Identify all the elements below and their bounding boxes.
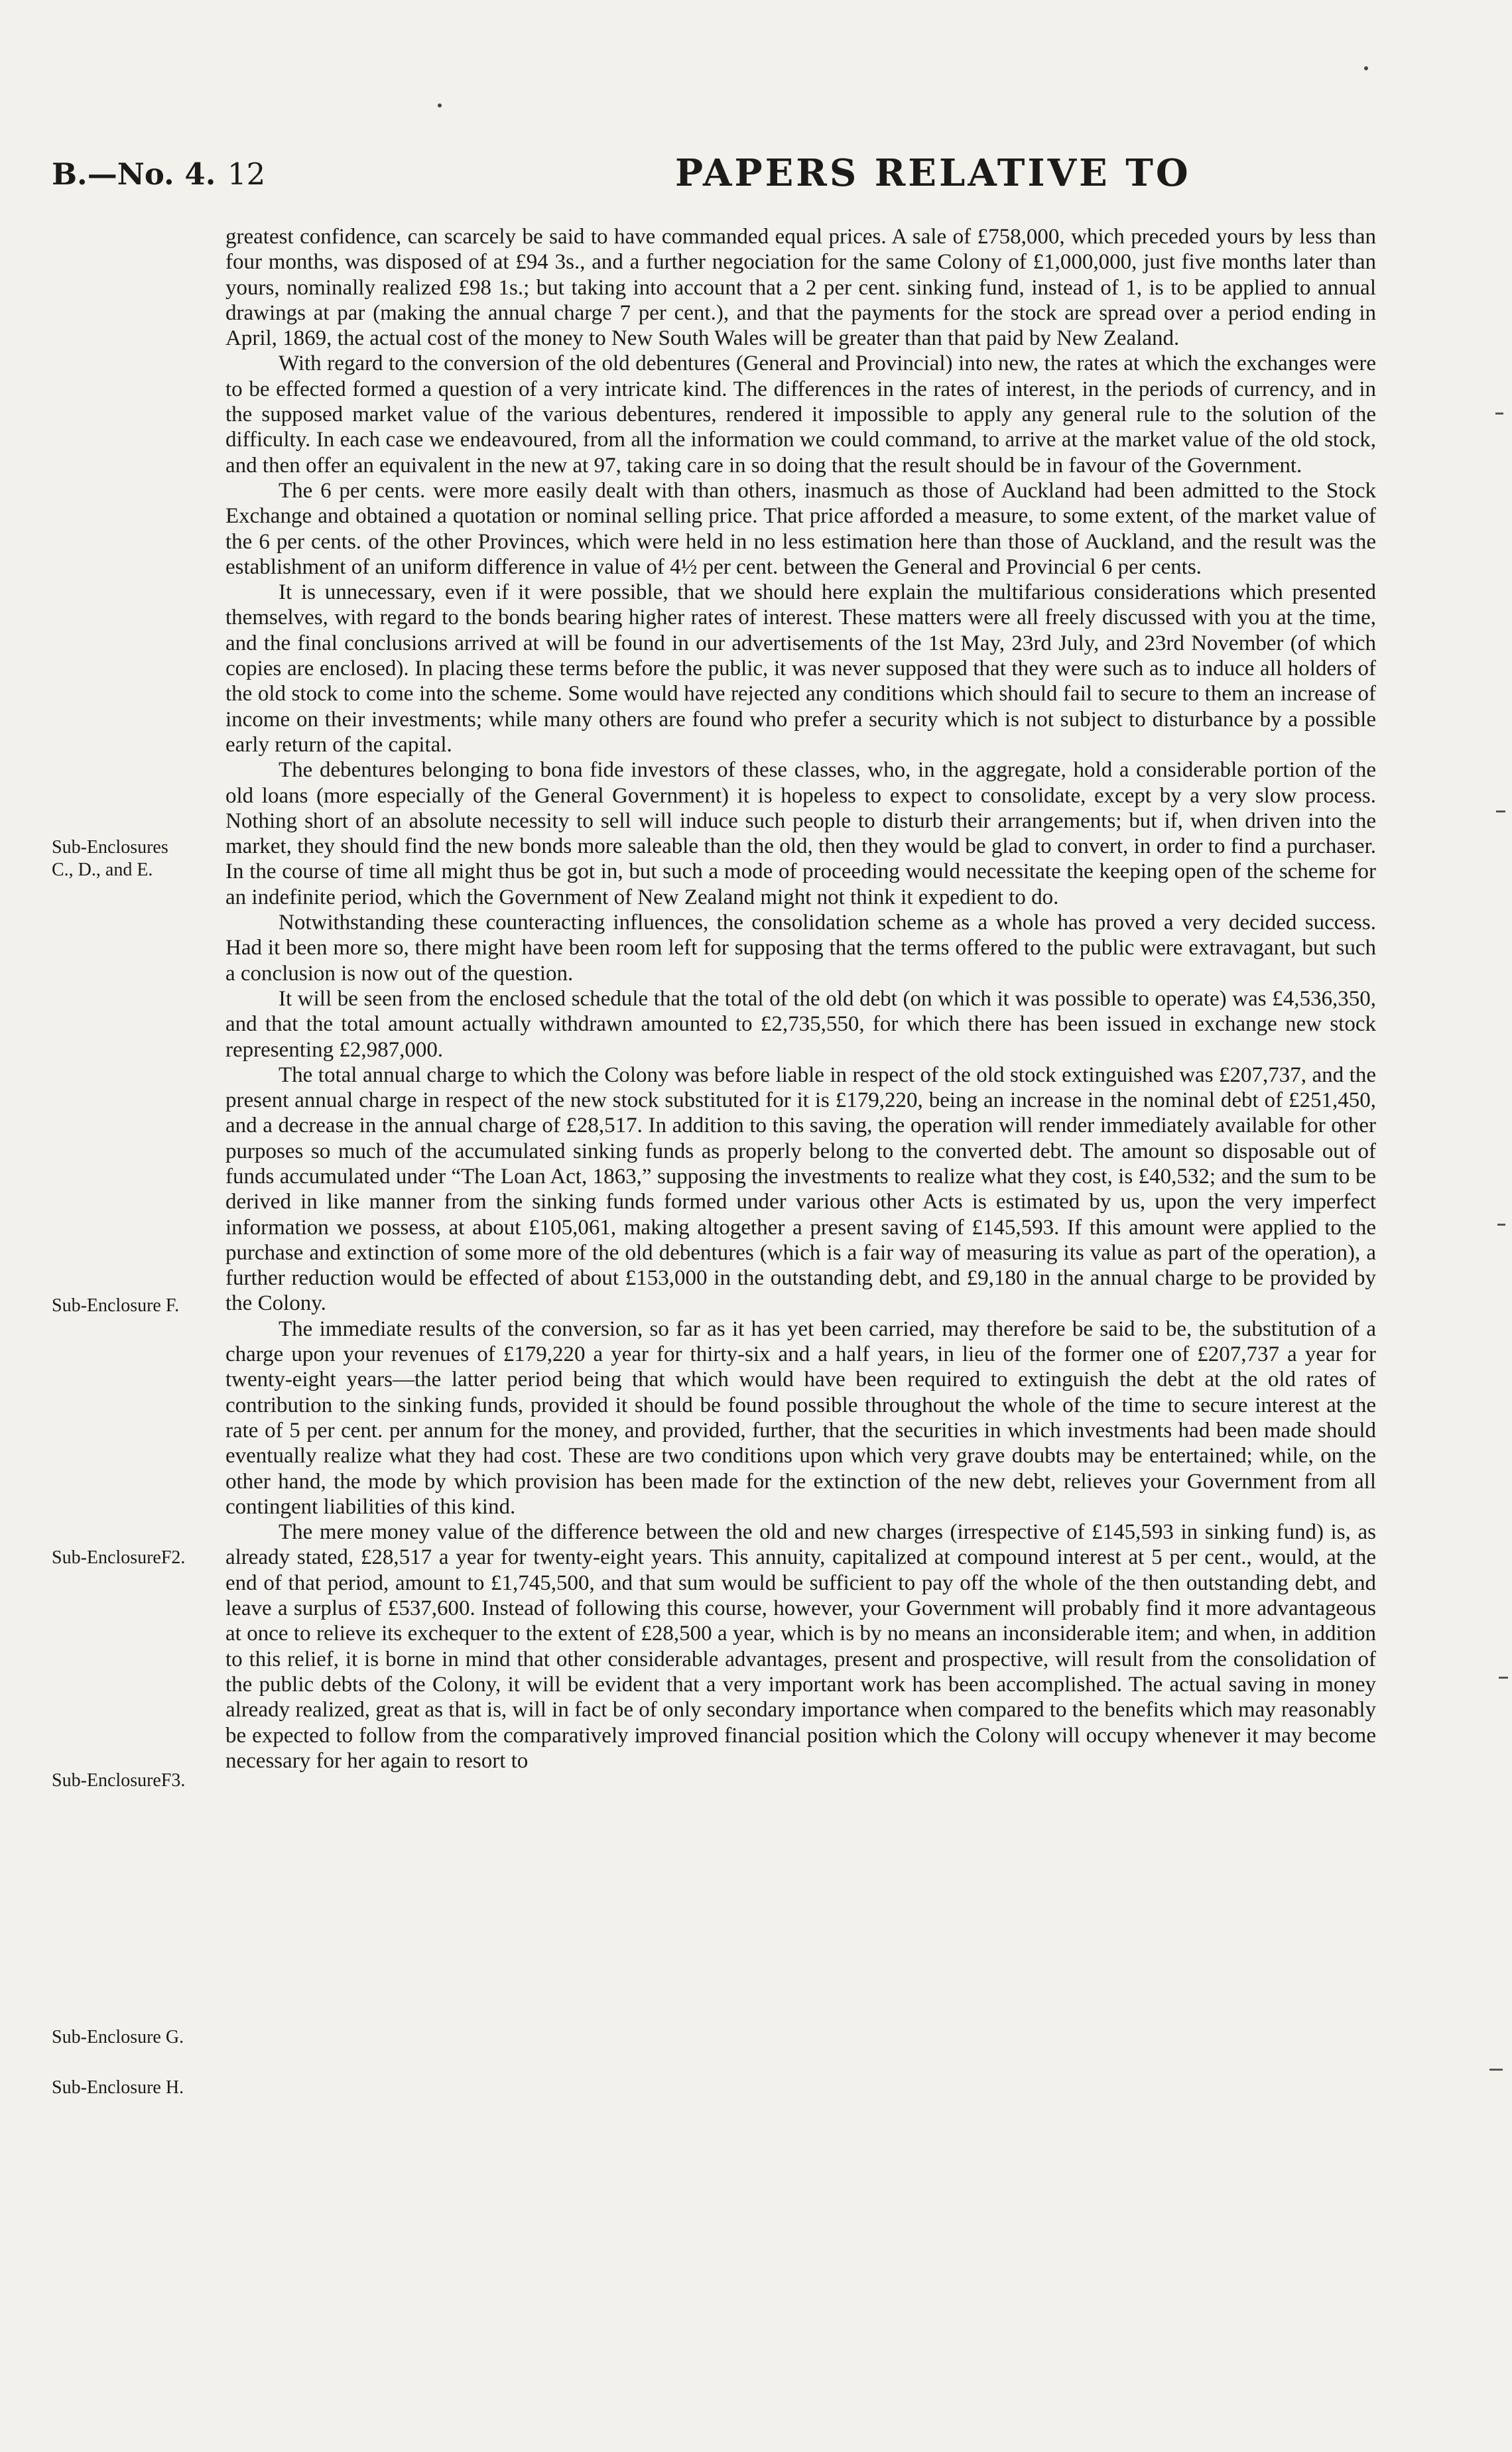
margin-mark <box>1489 2069 1503 2071</box>
paragraph: The mere money value of the difference between the old and new charges (irrespective of £145,593 in sinking fund) is, as already stated, £28,517 a year for twenty-eight years. This annuity, capitalized at compound interest at 5 per cent., would, at the end of that period, amount to £1,745,500, and that sum would be sufficient to pay off the whole of the then outstanding debt, and leave a surplus of £537,600. Instead of following this course, however, your Government will probably find it more advantageous at once to relieve its exchequer to the extent of £28,500 a year, which is by no means an inconsiderable item; and when, in addition to this relief, it is borne in mind that other considerable advantages, present and prospective, will result from the consolidation of the public debts of the Colony, it will be evident that a very important work has been accomplished. The actual saving in money already realized, great as that is, will in fact be of only secondary importance when compared to the benefits which may reasonably be expected to follow from the comparatively improved financial position which the Colony will occupy whenever it may become necessary for her again to resort to <box>225 1520 1376 1773</box>
margin-note: Sub-Enclosure F. <box>52 1295 180 1316</box>
margin-mark <box>1496 810 1505 812</box>
paragraph: greatest confidence, can scarcely be said to have commanded equal prices. A sale of £758,000, which preceded yours by less than four months, was disposed of at £94 3s., and a further negociation for the same Colony of £1,000,000, just five months later than yours, nominally realized £98 1s.; but taking into account that a 2 per cent. sinking fund, instead of 1, is to be applied to annual drawings at par (making the annual charge 7 per cent.), and that the payments for the stock are spread over a period ending in April, 1869, the actual cost of the money to New South Wales will be greater than that paid by New Zealand. <box>225 225 1376 351</box>
body-text <box>225 224 1376 1774</box>
paragraph: The 6 per cents. were more easily dealt with than others, inasmuch as those of Auckland had been admitted to the Stock Exchange and obtained a quotation or nominal selling price. That price afforded a measure, to some extent, of the market value of the 6 per cents. of the other Provinces, which were held in no less estimation here than those of Auckland, and the result was the establishment of an uniform difference in value of 4½ per cent. between the General and Provincial 6 per cents. <box>225 478 1376 579</box>
margin-mark <box>1497 1224 1505 1226</box>
document-reference: B.—No. 4. <box>52 157 216 192</box>
margin-note: Sub-Enclosure G. <box>52 2027 184 2047</box>
margin-mark <box>1499 1677 1508 1679</box>
paragraph: It is unnecessary, even if it were possible, that we should here explain the multifarious considerations which presented themselves, with regard to the bonds bearing higher rates of interest. These matters were all freely discussed with you at the time, and the final conclusions arrived at will be found in our advertisements of the 1st May, 23rd July, and 23rd November (of which copies are enclosed). In placing these terms before the public, it was never supposed that they were such as to induce all holders of the old stock to come into the scheme. Some would have rejected any conditions which should fail to secure to them an increase of income on their investments; while many others are found who prefer a security which is not subject to disturbance by a possible early return of the capital. <box>225 580 1376 757</box>
paragraph: Notwithstanding these counteracting influences, the consolidation scheme as a whole has proved a very decided success. Had it been more so, there might have been room left for supposing that the terms offered to the public were extravagant, but such a conclusion is now out of the question. <box>225 911 1376 986</box>
page-header <box>52 151 1398 198</box>
page-number: 12 <box>227 157 266 192</box>
page-title: PAPERS RELATIVE TO <box>675 151 1191 195</box>
margin-speck <box>438 103 442 107</box>
paragraph: It will be seen from the enclosed schedule that the total of the old debt (on which it was possible to operate) was £4,536,350, and that the total amount actually withdrawn amounted to £2,735,550, for which there has been issued in exchange new stock representing £2,987,000. <box>225 986 1376 1062</box>
margin-note: C., D., and E. <box>52 860 153 880</box>
margin-note: Sub-Enclosures <box>52 837 168 858</box>
margin-note: Sub-EnclosureF2. <box>52 1547 186 1568</box>
margin-note: Sub-Enclosure H. <box>52 2077 184 2098</box>
paragraph: With regard to the conversion of the old debentures (General and Provincial) into new, the rates at which the exchanges were to be effected formed a question of a very intricate kind. The differences in the rates of interest, in the periods of currency, and in the supposed market value of the various debentures, rendered it impossible to apply any general rule to the solution of the difficulty. In each case we endeavoured, from all the information we could command, to arrive at the market value of the old stock, and then offer an equivalent in the new at 97, taking care in so doing that the result should be in favour of the Government. <box>225 352 1376 478</box>
paragraph: The immediate results of the conversion, so far as it has yet been carried, may therefore be said to be, the substitution of a charge upon your revenues of £179,220 a year for thirty-six and a half years, in lieu of the former one of £207,737 a year for twenty-eight years—the latter period being that which would have been required to extinguish the debt at the old rates of contribution to the sinking funds, provided it should be found possible throughout the whole of the time to secure interest at the rate of 5 per cent. per annum for the money, and provided, further, that the securities in which investments had been made should eventually realize what they had cost. These are two conditions upon which very grave doubts may be entertained; while, on the other hand, the mode by which provision has been made for the extinction of the new debt, relieves your Government from all contingent liabilities of this kind. <box>225 1317 1376 1519</box>
margin-mark <box>1495 413 1503 415</box>
margin-speck <box>1364 66 1368 70</box>
paragraph: The total annual charge to which the Colony was before liable in respect of the old stock extinguished was £207,737, and the present annual charge in respect of the new stock substituted for it is £179,220, being an increase in the nominal debt of £251,450, and a decrease in the annual charge of £28,517. In addition to this saving, the operation will render immediately available for other purposes so much of the accumulated sinking funds as properly belong to the converted debt. The amount so disposable out of funds accumulated under “The Loan Act, 1863,” supposing the investments to realize what they cost, is £40,532; and the sum to be derived in like manner from the sinking funds formed under various other Acts is estimated by us, upon the very imperfect information we possess, at about £105,061, making altogether a present saving of £145,593. If this amount were applied to the purchase and extinction of some more of the old debentures (which is a fair way of measuring its value as part of the operation), a further reduction would be effected of about £153,000 in the outstanding debt, and £9,180 in the annual charge to be provided by the Colony. <box>225 1063 1376 1316</box>
paragraph: The debentures belonging to bona fide investors of these classes, who, in the aggregate, hold a considerable portion of the old loans (more especially of the General Government) it is hopeless to expect to consolidate, except by a very slow process. Nothing short of an absolute necessity to sell will induce such people to disturb their arrangements; but if, when driven into the market, they should find the new bonds more saleable than the old, then they would be glad to convert, in order to find a purchaser. In the course of time all might thus be got in, but such a mode of proceeding would necessitate the keeping open of the scheme for an indefinite period, which the Government of New Zealand might not think it expedient to do. <box>225 758 1376 909</box>
margin-note: Sub-EnclosureF3. <box>52 1770 186 1791</box>
